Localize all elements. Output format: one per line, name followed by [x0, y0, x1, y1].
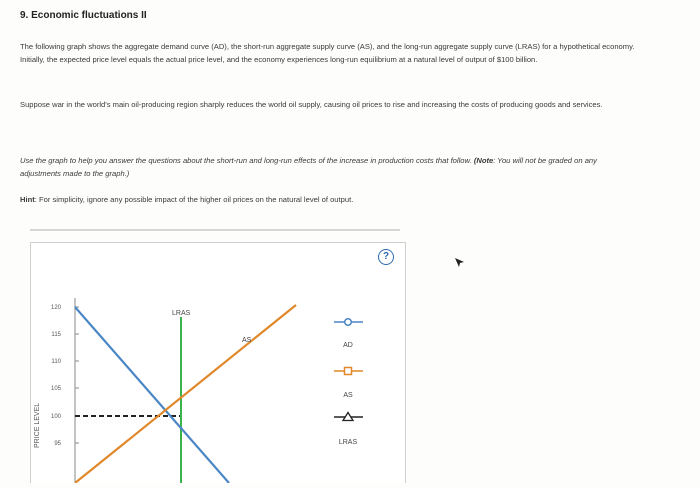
as-label: AS — [242, 337, 252, 344]
as-curve[interactable] — [75, 305, 296, 483]
y-tick-label: 120 — [50, 305, 61, 311]
y-ticks — [75, 307, 79, 443]
y-tick-label: 105 — [50, 386, 61, 392]
y-axis-label: PRICE LEVEL — [34, 402, 41, 448]
palette-ad-tool[interactable] — [334, 319, 363, 326]
y-tick-label: 95 — [54, 441, 61, 447]
hint-label: Hint — [20, 195, 35, 204]
scenario-paragraph: Suppose war in the world's main oil-producing region sharply reduces the world oil supply, causing oil prices to rise and increasing the costs of producing goods and services. — [20, 100, 603, 109]
mouse-pointer-icon — [455, 258, 465, 270]
note-label: (Note — [473, 156, 494, 165]
instructions-paragraph — [20, 154, 630, 180]
palette-lras-label: LRAS — [338, 439, 358, 446]
graph-panel[interactable] — [30, 242, 406, 483]
palette-as-label: AS — [343, 392, 353, 399]
instructions-text: Use the graph to help you answer the questions about the short-run and long-run effects of the increase in production costs that follow. — [20, 156, 472, 165]
intro-paragraph: The following graph shows the aggregate demand curve (AD), the short-run aggregate supply curve (AS), and the long-run aggregate supply curve (LRAS) for a hypothetical economy. Initially, the expected price level equals the actual price level, and the economy experiences long-run equilibrium at a natural level of output of $100 billion. — [20, 42, 635, 64]
palette-ad-label: AD — [343, 342, 353, 349]
y-tick-label: 100 — [50, 414, 61, 420]
palette-lras-tool[interactable] — [334, 413, 363, 421]
hint-paragraph — [20, 193, 630, 206]
y-tick-label: 110 — [51, 359, 61, 365]
ad-curve[interactable] — [75, 307, 229, 483]
ad-as-graph[interactable] — [31, 243, 405, 483]
hint-text: : For simplicity, ignore any possible impact of the higher oil prices on the natural level of output. — [34, 195, 354, 204]
section-title: 9. Economic fluctuations II — [20, 10, 147, 21]
divider — [30, 229, 400, 231]
lras-label: LRAS — [172, 310, 191, 317]
palette-as-tool[interactable] — [334, 368, 363, 375]
y-tick-label: 115 — [51, 332, 61, 338]
help-button[interactable]: ? — [378, 249, 394, 265]
note-text: : You will not be graded on any adjustments made to the graph.) — [20, 156, 597, 178]
